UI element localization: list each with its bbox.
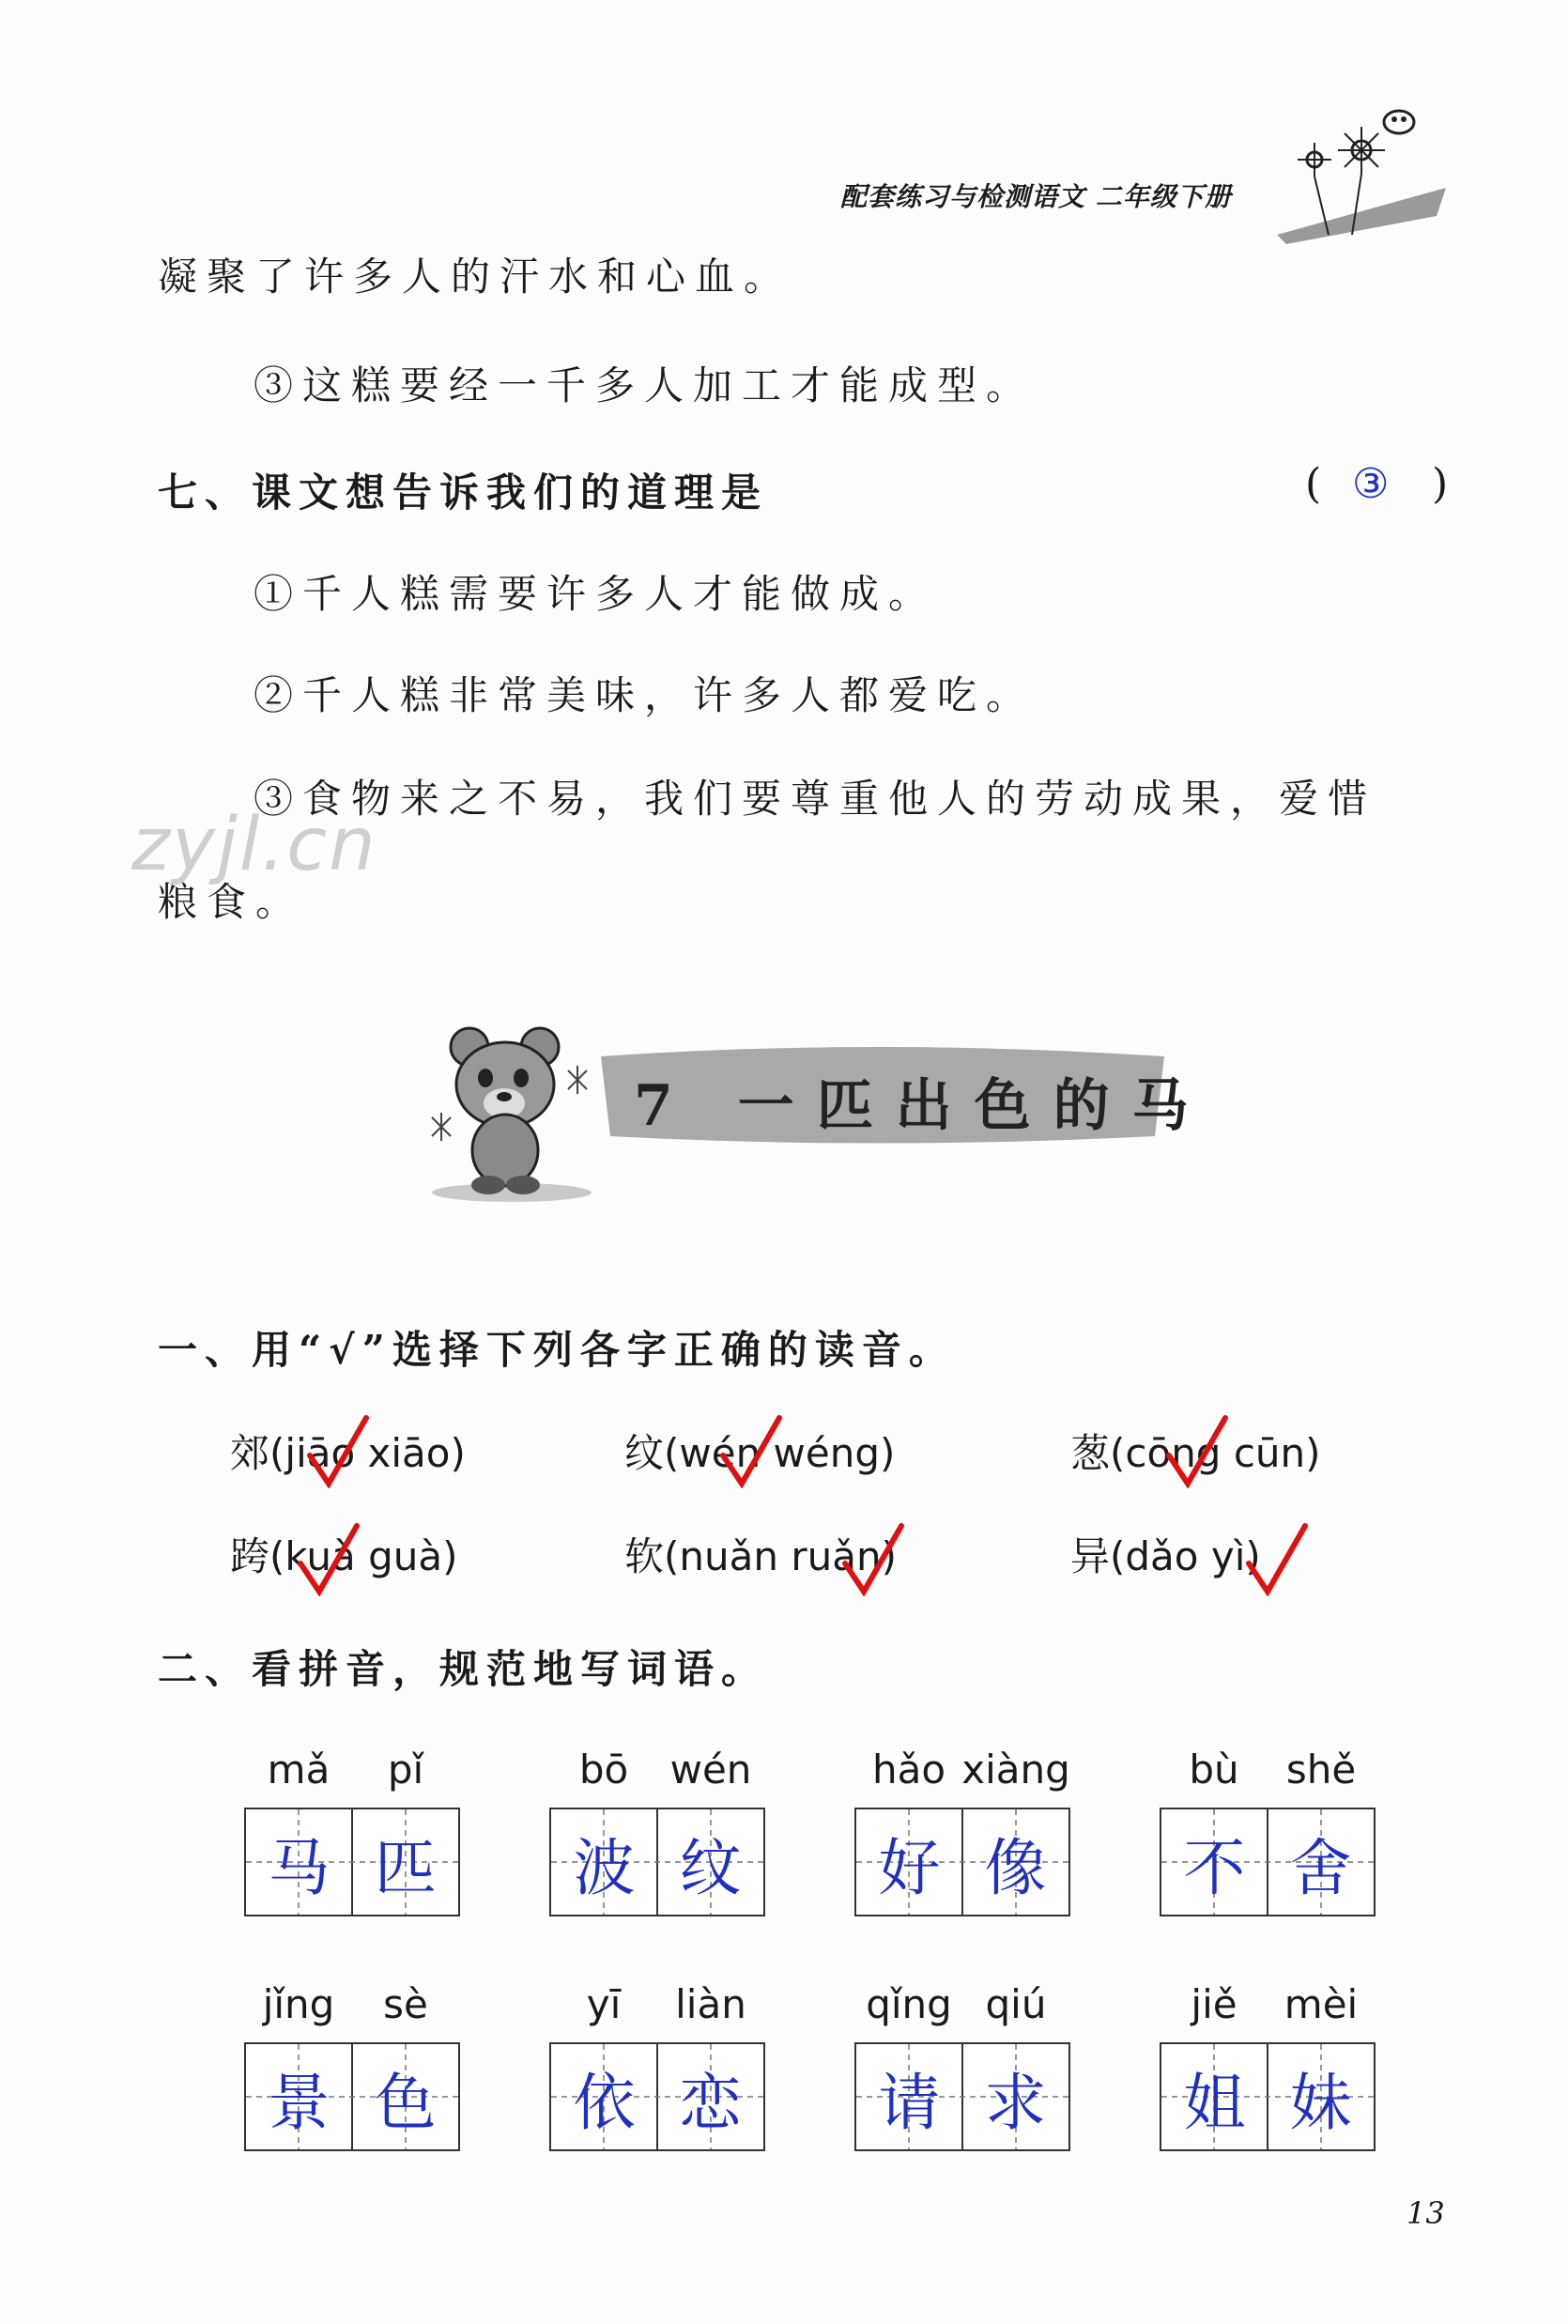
check-mark-icon [718,1413,784,1488]
continuation-line: 凝聚了许多人的汗水和心血。 [158,254,793,300]
pinyin-label: hǎo [871,1747,946,1793]
section-1-title: 一、用“√”选择下列各字正确的读音。 [158,1327,956,1373]
pinyin-label: wén [669,1747,752,1793]
pinyin-label: sè [383,1981,428,2027]
written-character: 景 [268,2066,331,2139]
pinyin-label: mǎ [267,1747,331,1793]
written-character: 不 [1183,1831,1246,1904]
bear-icon [427,1014,596,1202]
written-character: 匹 [374,1831,437,1904]
writing-box [854,2042,1070,2151]
check-mark-icon [1244,1521,1310,1596]
pinyin-label: bù [1189,1747,1239,1793]
written-character: 马 [268,1831,331,1904]
check-mark-icon [296,1521,361,1596]
reading-item: 跨(kuà guà) [230,1533,458,1579]
writing-box [549,2042,765,2151]
pinyin-label: yī [586,1981,622,2027]
pinyin-label: jǐng [262,1981,335,2027]
flower-decoration-icon [1258,94,1455,244]
written-character: 妹 [1289,2066,1352,2139]
written-character: 色 [374,2066,437,2139]
writing-box [1160,1808,1376,1916]
answer-paren-open: ( [1305,460,1322,508]
section-2-title: 二、看拼音，规范地写词语。 [158,1646,769,1692]
written-character: 恋 [679,2066,742,2139]
pinyin-label: shě [1285,1747,1357,1793]
q7-option-3-line1: ③食物来之不易，我们要尊重他人的劳动成果，爱惜 [254,776,1377,822]
written-character: 依 [573,2066,636,2139]
pinyin-label: pǐ [387,1747,424,1793]
check-mark-icon [840,1521,906,1596]
answer-paren-close: ) [1432,460,1449,508]
option-3-text: ③这糕要经一千多人加工才能成型。 [254,362,1036,408]
written-character: 求 [984,2066,1047,2139]
pinyin-label: qiú [985,1981,1047,2027]
lesson-title: 7 一匹出色的马 [634,1073,1211,1139]
written-character: 姐 [1183,2066,1246,2139]
page-number: 13 [1407,2195,1445,2231]
watermark: zyjl.cn [131,803,377,887]
writing-box [854,1808,1070,1916]
written-character: 像 [984,1831,1047,1904]
written-character: 好 [878,1831,941,1904]
reading-item: 葱(cōng cūn) [1070,1430,1321,1476]
pinyin-label: liàn [675,1981,746,2027]
pinyin-label: mèi [1284,1981,1359,2027]
reading-item: 软(nuǎn ruǎn) [624,1533,897,1579]
written-character: 舍 [1289,1831,1352,1904]
check-mark-icon [305,1413,371,1488]
answer-choice: ③ [1352,460,1390,508]
written-character: 请 [878,2066,941,2139]
writing-box [549,1808,765,1916]
writing-box [1160,2042,1376,2151]
reading-item: 郊(jiāo xiāo) [230,1430,466,1476]
check-mark-icon [1164,1413,1230,1488]
writing-box [244,1808,460,1916]
pinyin-label: bō [578,1747,629,1793]
q7-option-3-line2: 粮食。 [158,879,305,925]
reading-item: 纹(wén wéng) [624,1430,896,1476]
q7-option-2: ②千人糕非常美味，许多人都爱吃。 [254,672,1036,718]
written-character: 纹 [679,1831,742,1904]
writing-box [244,2042,460,2151]
q7-option-1: ①千人糕需要许多人才能做成。 [254,571,938,617]
written-character: 波 [573,1831,636,1904]
pinyin-label: jiě [1191,1981,1237,2027]
question-7-title: 七、课文想告诉我们的道理是 [158,469,769,516]
pinyin-label: qǐng [866,1981,952,2027]
pinyin-label: xiàng [961,1747,1070,1793]
header-title: 配套练习与检测语文 二年级下册 [840,181,1232,212]
reading-item: 异(dǎo yì) [1070,1533,1261,1579]
